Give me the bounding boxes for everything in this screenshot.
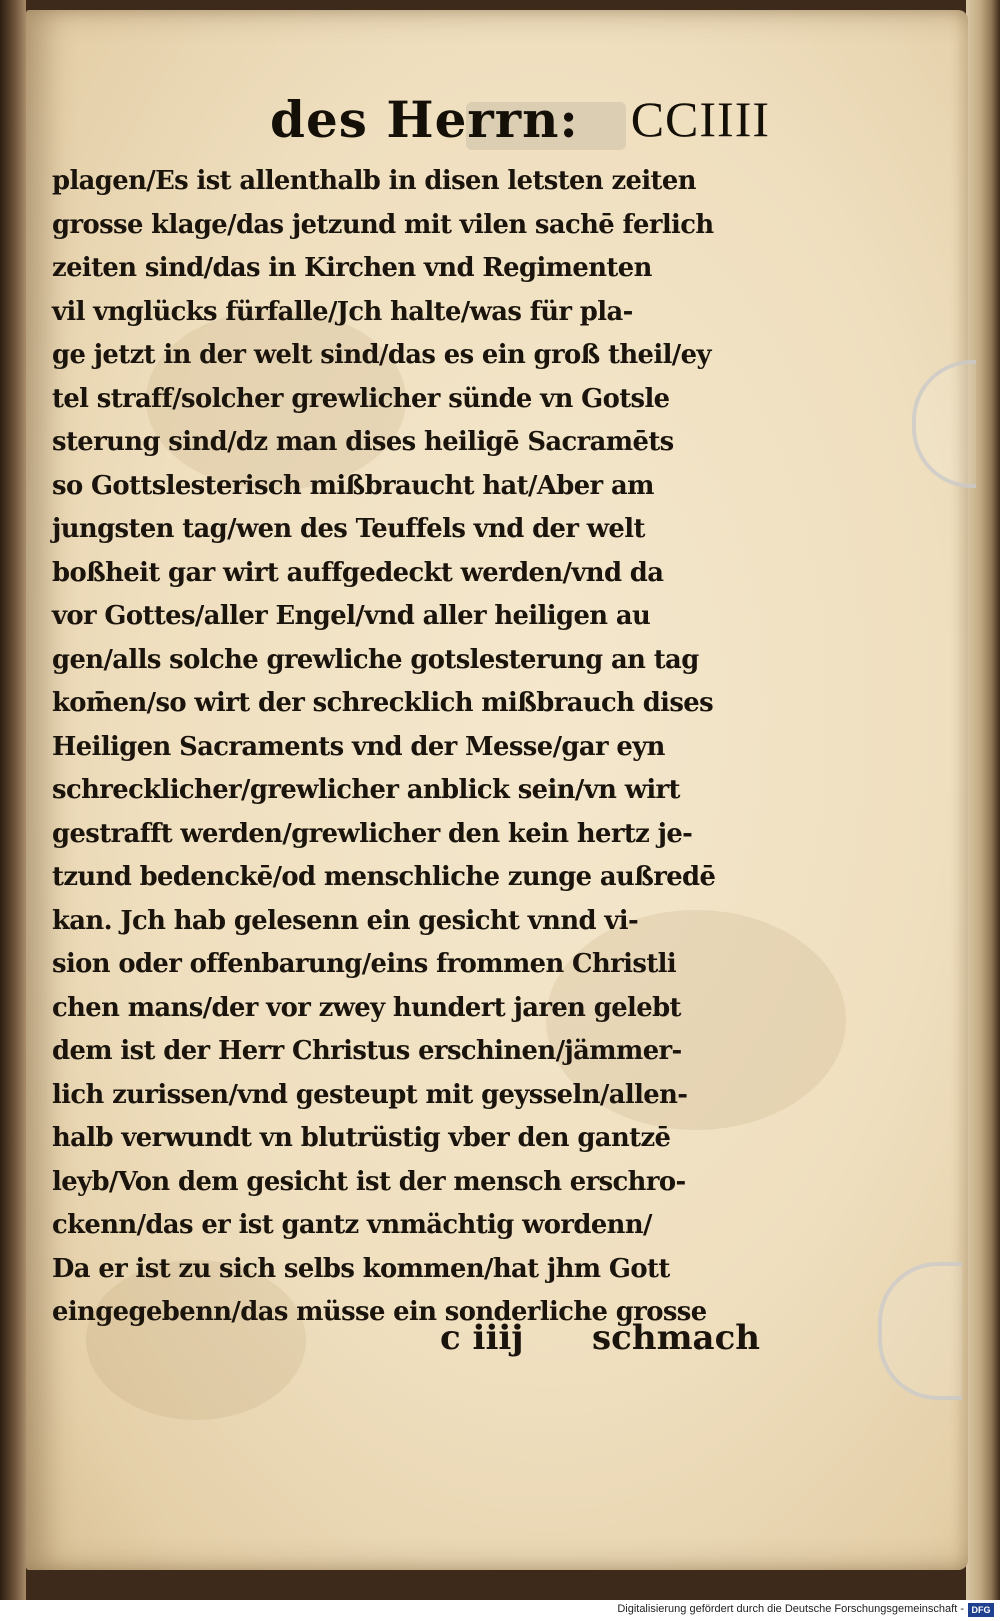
- body-text: [52, 160, 762, 1335]
- text-line: plagen/Es ist allenthalb in disen letsten zeiten: [52, 166, 696, 196]
- text-line: vor Gottes/aller Engel/vnd aller heiligen au: [52, 601, 651, 631]
- text-line: zeiten sind/das in Kirchen vnd Regimenten: [52, 253, 652, 283]
- text-line: kan. Jch hab gelesenn ein gesicht vnnd vi-: [52, 905, 639, 936]
- text-line: tzund bedenckē/od menschliche zunge außredē: [52, 862, 716, 892]
- page-edges: [966, 0, 1000, 1600]
- text-line: vil vnglücks fürfalle/Jch halte/was für pla-: [52, 296, 633, 327]
- text-line: halb verwundt vn blutrüstig vber den gantzē: [52, 1123, 671, 1153]
- text-line: eingegebenn/das müsse ein sonderliche grosse: [52, 1297, 707, 1327]
- text-line: schrecklicher/grewlicher anblick sein/vn wirt: [52, 775, 680, 805]
- text-line: jungsten tag/wen des Teuffels vnd der welt: [52, 514, 645, 544]
- text-line: dem ist der Herr Christus erschinen/jämmer-: [52, 1036, 682, 1066]
- text-line: Da er ist zu sich selbs kommen/hat jhm Gott: [52, 1253, 670, 1284]
- digitization-footer: [0, 1600, 1000, 1621]
- running-title: des Herrn:: [270, 90, 579, 149]
- text-line: tel straff/solcher grewlicher sünde vn Gotsle: [52, 383, 670, 414]
- catch-line: [440, 1318, 760, 1366]
- book-binding: [0, 0, 26, 1600]
- text-line: ckenn/das er ist gantz vnmächtig wordenn/: [52, 1210, 652, 1240]
- text-line: gen/alls solche grewliche gotslesterung an tag: [52, 644, 699, 675]
- catchword: schmach: [592, 1318, 760, 1358]
- folio-number: CCIIII: [630, 91, 770, 147]
- text-line: so Gottslesterisch mißbraucht hat/Aber am: [52, 470, 654, 501]
- text-line: ge jetzt in der welt sind/das es ein groß theil/ey: [52, 340, 711, 370]
- text-line: leyb/Von dem gesicht ist der mensch erschro-: [52, 1166, 686, 1197]
- text-line: kom̄en/so wirt der schrecklich mißbrauch dises: [52, 688, 714, 718]
- signature-mark: c iiij: [440, 1318, 524, 1358]
- text-line: boßheit gar wirt auffgedeckt werden/vnd da: [52, 557, 664, 588]
- text-line: sterung sind/dz man dises heiligē Sacramēts: [52, 427, 674, 457]
- dfg-logo: DFG: [968, 1603, 994, 1617]
- text-line: sion oder offenbarung/eins frommen Christli: [52, 949, 677, 979]
- page-header: [270, 90, 770, 150]
- text-line: grosse klage/das jetzund mit vilen sachē ferlich: [52, 209, 714, 240]
- text-line: chen mans/der vor zwey hundert jaren gelebt: [52, 992, 681, 1023]
- funding-credit: Digitalisierung gefördert durch die Deutsche Forschungsgemeinschaft -: [617, 1603, 964, 1615]
- text-line: gestrafft werden/grewlicher den kein hertz je-: [52, 818, 693, 849]
- text-line: lich zurissen/vnd gesteupt mit geysseln/allen-: [52, 1079, 688, 1110]
- text-line: Heiligen Sacraments vnd der Messe/gar eyn: [52, 731, 665, 762]
